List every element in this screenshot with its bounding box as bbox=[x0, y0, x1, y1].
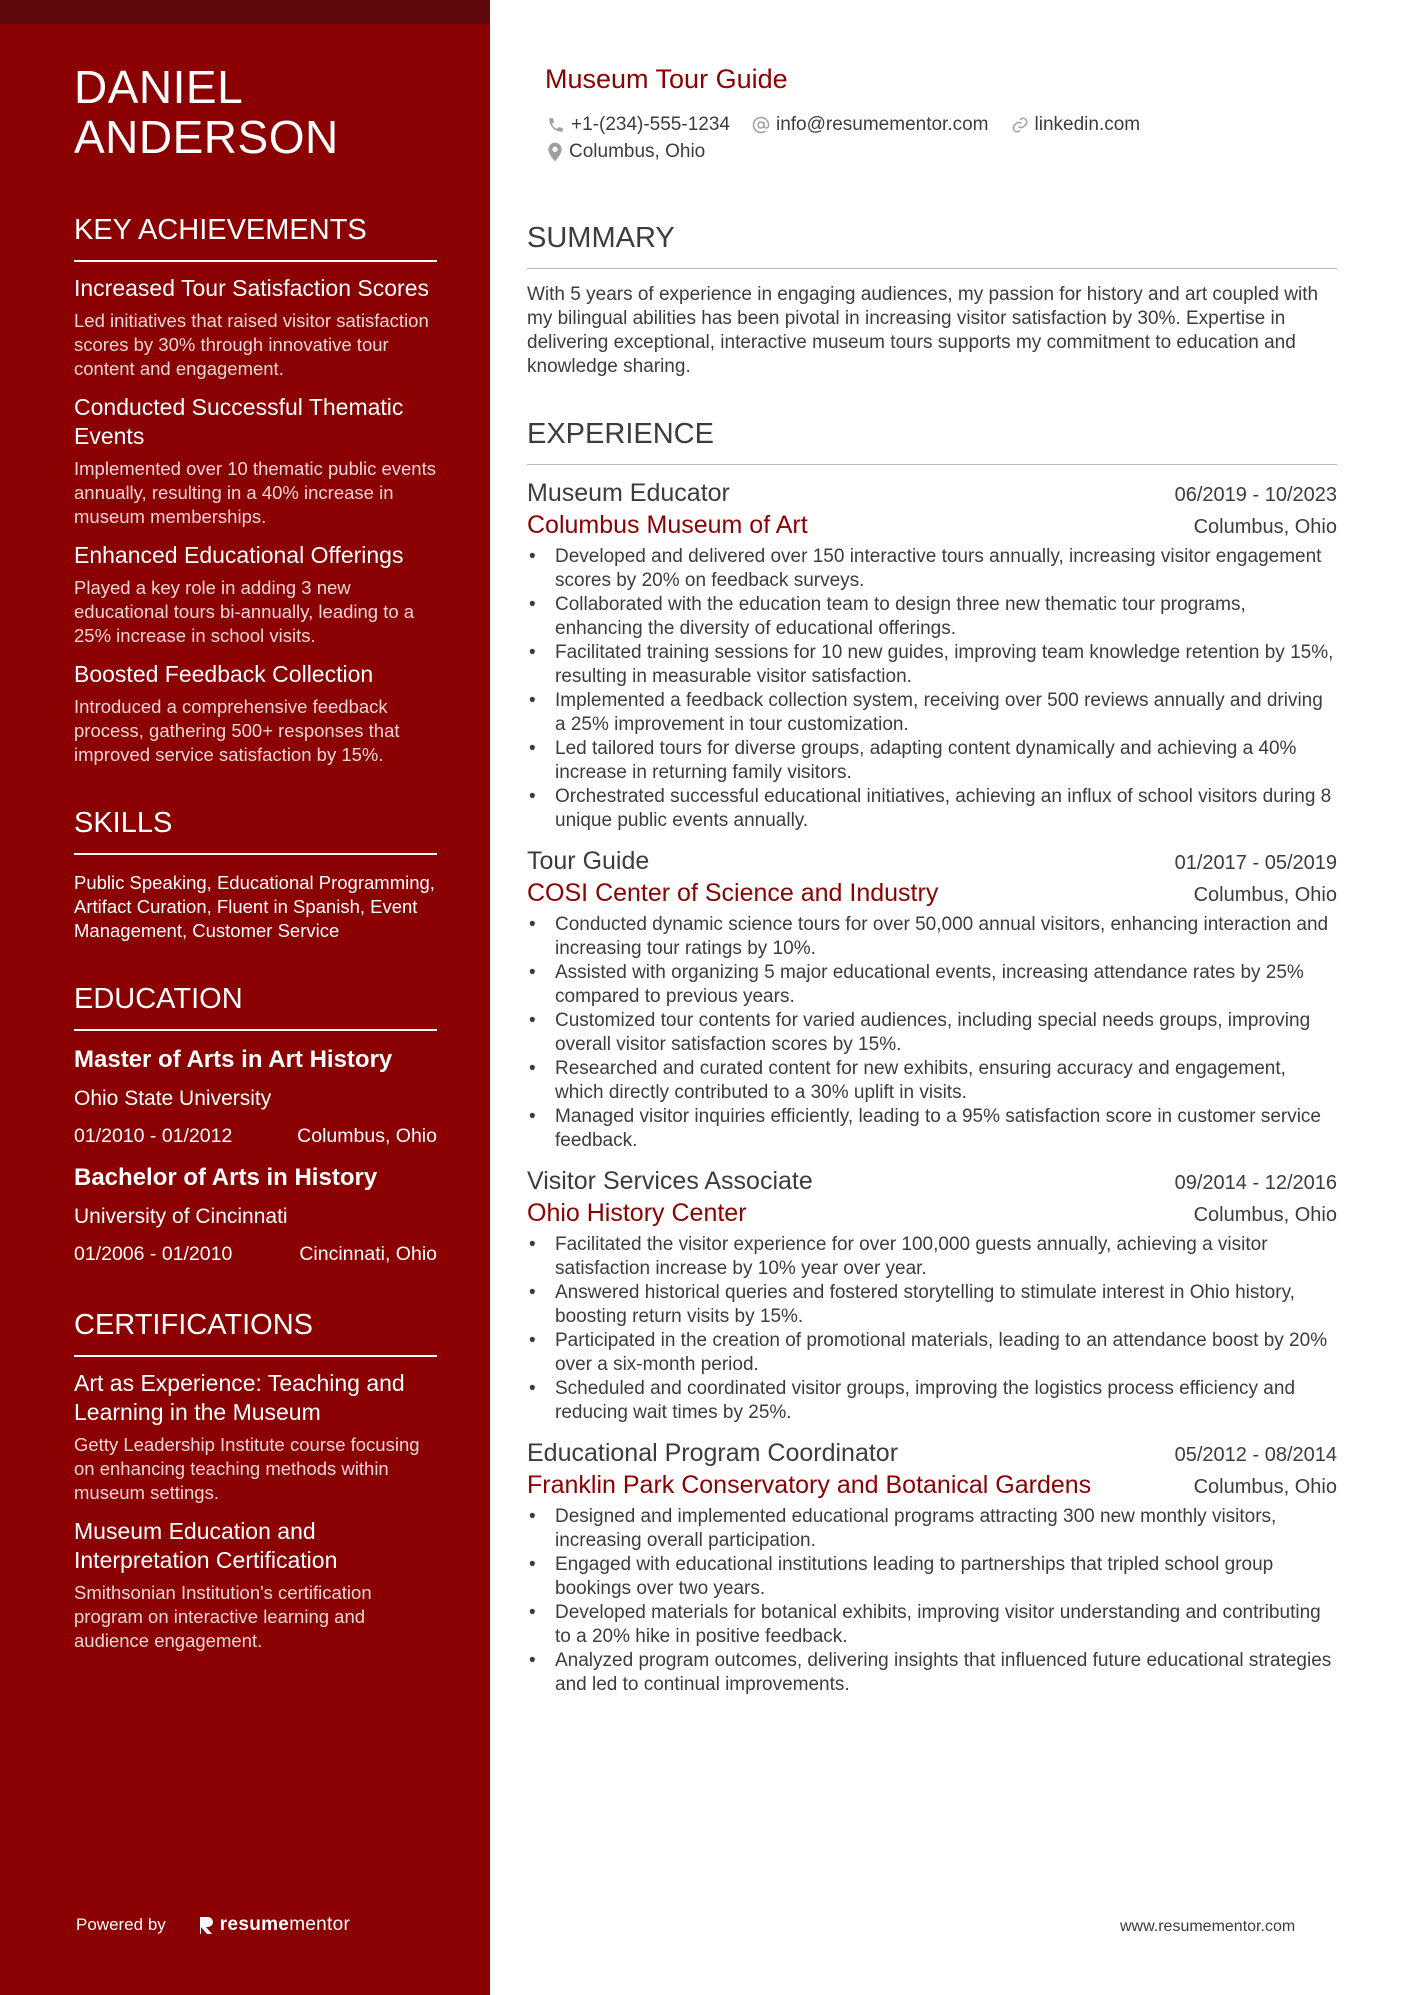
degree: Bachelor of Arts in History bbox=[74, 1164, 378, 1191]
achievement-item bbox=[74, 274, 437, 381]
education-heading: EDUCATION bbox=[74, 983, 437, 1031]
list-item: • Managed visitor inquiries efficiently, leading to a 95% satisfaction score in customer service feedback. bbox=[527, 1105, 1337, 1153]
job-location: Columbus, Ohio bbox=[1193, 516, 1337, 538]
candidate-name bbox=[74, 62, 437, 162]
achievement-description: Implemented over 10 thematic public events annually, resulting in a 40% increase in museum memberships. bbox=[74, 458, 436, 527]
education-meta bbox=[74, 1123, 437, 1149]
job-company: Columbus Museum of Art bbox=[527, 511, 808, 539]
list-item: • Facilitated the visitor experience for over 100,000 guests annually, achieving a visitor satisfaction increase by 10% year over year. bbox=[527, 1233, 1337, 1281]
job-bullets bbox=[527, 1233, 1337, 1425]
certification-item bbox=[74, 1369, 437, 1505]
achievement-description: Led initiatives that raised visitor satisfaction scores by 30% through innovative tour content and engagement. bbox=[74, 310, 429, 379]
key-achievements-heading: KEY ACHIEVEMENTS bbox=[74, 214, 437, 262]
linkedin[interactable] bbox=[1011, 114, 1141, 136]
skills-list: Public Speaking, Educational Programming, Artifact Curation, Fluent in Spanish, Event Management, Customer Service bbox=[74, 872, 435, 941]
achievement-description: Played a key role in adding 3 new educational tours bi-annually, leading to a 25% increase in school visits. bbox=[74, 577, 415, 646]
location-pin-icon bbox=[547, 142, 563, 162]
resumementor-logo-icon bbox=[198, 1915, 214, 1935]
job-title: Museum Tour Guide bbox=[545, 64, 788, 94]
phone-text: +1-(234)-555-1234 bbox=[571, 114, 730, 135]
job-entry bbox=[527, 1165, 1337, 1425]
at-icon bbox=[752, 116, 770, 134]
job-role: Tour Guide bbox=[527, 847, 650, 875]
job-header bbox=[527, 1437, 1337, 1469]
job-entry bbox=[527, 477, 1337, 833]
job-company: COSI Center of Science and Industry bbox=[527, 879, 939, 907]
achievement-item bbox=[74, 660, 437, 767]
degree: Master of Arts in Art History bbox=[74, 1046, 393, 1073]
list-item: • Engaged with educational institutions leading to partnerships that tripled school group bookings over two years. bbox=[527, 1553, 1337, 1601]
sidebar bbox=[0, 0, 490, 1995]
education-location: Cincinnati, Ohio bbox=[299, 1243, 437, 1265]
job-company-row bbox=[527, 1469, 1337, 1501]
achievement-item bbox=[74, 541, 437, 648]
job-header bbox=[527, 1165, 1337, 1197]
list-item: • Scheduled and coordinated visitor groups, improving the logistics process efficiency and reducing wait times by 25%. bbox=[527, 1377, 1337, 1425]
contact-info bbox=[547, 112, 1337, 166]
certifications-section bbox=[74, 1309, 437, 1653]
list-item: • Developed materials for botanical exhibits, improving visitor understanding and contributing to a 20% hike in positive feedback. bbox=[527, 1601, 1337, 1649]
list-item: • Collaborated with the education team to design three new thematic tour programs, enhancing the diversity of educational offerings. bbox=[527, 593, 1337, 641]
job-entry bbox=[527, 1437, 1337, 1697]
job-entry bbox=[527, 845, 1337, 1153]
education-item bbox=[74, 1163, 437, 1267]
email-text: info@resumementor.com bbox=[775, 114, 989, 135]
education-item bbox=[74, 1045, 437, 1149]
education-dates: 01/2010 - 01/2012 bbox=[74, 1125, 233, 1147]
job-location: Columbus, Ohio bbox=[1193, 1204, 1337, 1226]
job-bullets bbox=[527, 1505, 1337, 1697]
job-dates: 05/2012 - 08/2014 bbox=[1174, 1444, 1337, 1466]
sidebar-content bbox=[74, 62, 437, 1653]
phone[interactable] bbox=[547, 114, 730, 136]
job-company: Ohio History Center bbox=[527, 1199, 747, 1227]
list-item: • Designed and implemented educational programs attracting 300 new monthly visitors, increasing overall participation. bbox=[527, 1505, 1337, 1553]
job-company-row bbox=[527, 877, 1337, 909]
key-achievements-section bbox=[74, 214, 437, 767]
list-item: • Conducted dynamic science tours for over 50,000 annual visitors, enhancing interaction and increasing tour ratings by 10%. bbox=[527, 913, 1337, 961]
linkedin-text: linkedin.com bbox=[1034, 114, 1141, 135]
education-section bbox=[74, 983, 437, 1267]
job-dates: 06/2019 - 10/2023 bbox=[1174, 484, 1337, 506]
job-company: Franklin Park Conservatory and Botanical Gardens bbox=[527, 1471, 1092, 1499]
job-bullets bbox=[527, 913, 1337, 1153]
location-text: Columbus, Ohio bbox=[569, 141, 706, 162]
logo-text-light: mentor bbox=[289, 1914, 351, 1935]
powered-by-label: Powered by bbox=[76, 1915, 166, 1934]
summary-heading: SUMMARY bbox=[527, 222, 1337, 269]
contact-row bbox=[547, 112, 1337, 138]
experience-section bbox=[527, 418, 1337, 1697]
email[interactable] bbox=[752, 114, 989, 136]
list-item: • Orchestrated successful educational initiatives, achieving an influx of school visitors during 8 unique public events annually. bbox=[527, 785, 1337, 833]
certification-description: Getty Leadership Institute course focusing on enhancing teaching methods within museum settings. bbox=[74, 1434, 420, 1503]
list-item: • Assisted with organizing 5 major educational events, increasing attendance rates by 25% compared to previous years. bbox=[527, 961, 1337, 1009]
job-role: Educational Program Coordinator bbox=[527, 1439, 899, 1467]
achievement-description: Introduced a comprehensive feedback process, gathering 500+ responses that improved service satisfaction by 15%. bbox=[74, 696, 400, 765]
job-location: Columbus, Ohio bbox=[1193, 1476, 1337, 1498]
achievement-title: Conducted Successful Thematic Events bbox=[74, 394, 404, 449]
job-role: Museum Educator bbox=[527, 479, 730, 507]
certification-item bbox=[74, 1517, 437, 1653]
achievement-title: Increased Tour Satisfaction Scores bbox=[74, 275, 429, 301]
certification-title: Art as Experience: Teaching and Learning in the Museum bbox=[74, 1370, 405, 1425]
resumementor-logo[interactable] bbox=[198, 1914, 350, 1936]
experience-heading: EXPERIENCE bbox=[527, 418, 1337, 465]
logo-text-bold: resume bbox=[219, 1914, 290, 1935]
powered-by bbox=[76, 1914, 350, 1936]
job-company-row bbox=[527, 509, 1337, 541]
sidebar-top-bar bbox=[0, 0, 490, 24]
job-location: Columbus, Ohio bbox=[1193, 884, 1337, 906]
list-item: • Analyzed program outcomes, delivering insights that influenced future educational strategies and led to continual improvements. bbox=[527, 1649, 1337, 1697]
job-bullets bbox=[527, 545, 1337, 833]
list-item: • Developed and delivered over 150 interactive tours annually, increasing visitor engagement scores by 20% on feedback surveys. bbox=[527, 545, 1337, 593]
list-item: • Customized tour contents for varied audiences, including special needs groups, improving overall visitor satisfaction scores by 15%. bbox=[527, 1009, 1337, 1057]
skills-heading: SKILLS bbox=[74, 807, 437, 855]
list-item: • Answered historical queries and fostered storytelling to stimulate interest in Ohio history, boosting return visits by 15%. bbox=[527, 1281, 1337, 1329]
school: University of Cincinnati bbox=[74, 1205, 288, 1228]
school: Ohio State University bbox=[74, 1087, 272, 1110]
education-meta bbox=[74, 1241, 437, 1267]
phone-icon bbox=[547, 116, 565, 134]
list-item: • Facilitated training sessions for 10 new guides, improving team knowledge retention by 15%, resulting in measurable visitor satisfaction. bbox=[527, 641, 1337, 689]
name-line-2: ANDERSON bbox=[74, 111, 339, 163]
achievement-title: Enhanced Educational Offerings bbox=[74, 542, 404, 568]
job-role: Visitor Services Associate bbox=[527, 1167, 813, 1195]
location bbox=[547, 141, 705, 163]
certification-description: Smithsonian Institution's certification program on interactive learning and audience engagement. bbox=[74, 1582, 372, 1651]
list-item: • Implemented a feedback collection system, receiving over 500 reviews annually and driving a 25% improvement in tour customization. bbox=[527, 689, 1337, 737]
achievement-title: Boosted Feedback Collection bbox=[74, 661, 374, 687]
job-company-row bbox=[527, 1197, 1337, 1229]
footer-url[interactable]: www.resumementor.com bbox=[1120, 1918, 1296, 1935]
job-header bbox=[527, 845, 1337, 877]
job-dates: 09/2014 - 12/2016 bbox=[1174, 1172, 1337, 1194]
list-item: • Led tailored tours for diverse groups, adapting content dynamically and achieving a 40% increase in returning family visitors. bbox=[527, 737, 1337, 785]
education-location: Columbus, Ohio bbox=[297, 1125, 437, 1147]
name-line-1: DANIEL bbox=[74, 61, 244, 113]
achievement-item bbox=[74, 393, 437, 529]
certification-title: Museum Education and Interpretation Certification bbox=[74, 1518, 338, 1573]
certifications-heading: CERTIFICATIONS bbox=[74, 1309, 437, 1357]
contact-row bbox=[547, 139, 1337, 165]
job-header bbox=[527, 477, 1337, 509]
summary-section bbox=[527, 222, 1337, 379]
summary-text: With 5 years of experience in engaging audiences, my passion for history and art coupled with my bilingual abilities has been pivotal in increasing visitor satisfaction by 30%. Expertise in delivering exceptional, interactive museum tours supports my commitment to education and knowledge sharing. bbox=[527, 284, 1319, 377]
job-dates: 01/2017 - 05/2019 bbox=[1174, 852, 1337, 874]
education-dates: 01/2006 - 01/2010 bbox=[74, 1243, 233, 1265]
list-item: • Participated in the creation of promotional materials, leading to an attendance boost by 20% over a six-month period. bbox=[527, 1329, 1337, 1377]
link-icon bbox=[1011, 116, 1029, 134]
list-item: • Researched and curated content for new exhibits, ensuring accuracy and engagement, which directly contributed to a 30% uplift in visits. bbox=[527, 1057, 1337, 1105]
skills-section bbox=[74, 807, 437, 943]
